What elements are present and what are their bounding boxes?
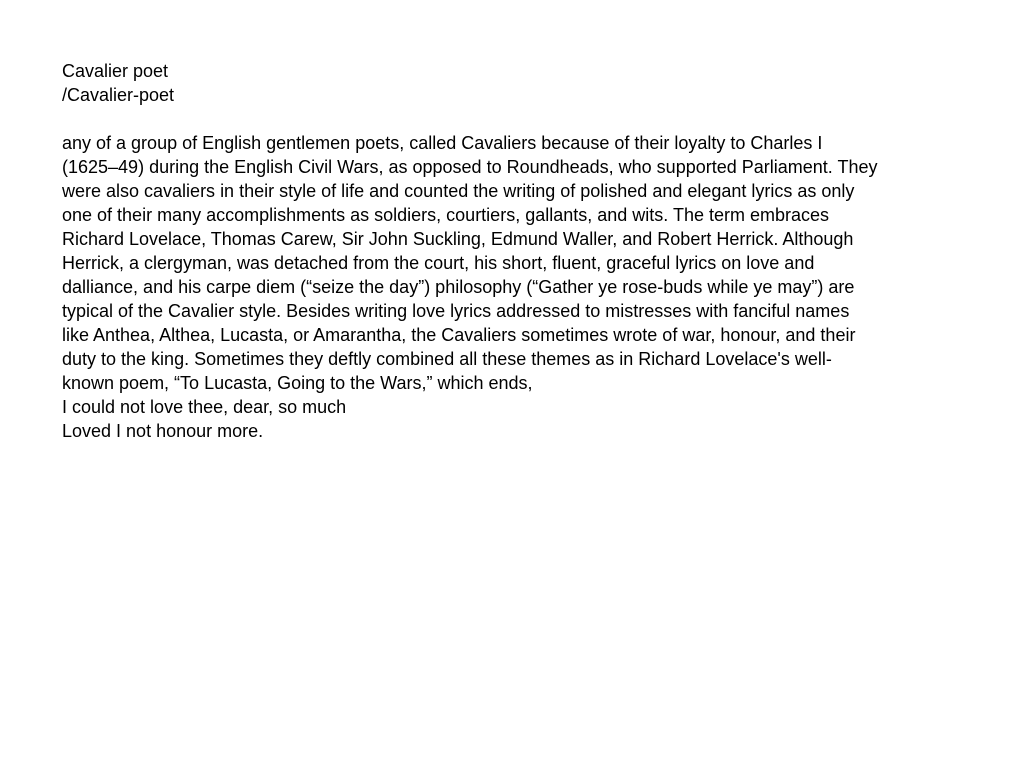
body-line: typical of the Cavalier style. Besides writing love lyrics addressed to mistresses with fanciful names [62,301,850,321]
poem-line: Loved I not honour more. [62,421,264,441]
poem-quote [62,395,962,443]
body-line: duty to the king. Sometimes they deftly combined all these themes as in Richard Lovelace's well- [62,349,832,369]
body-line: one of their many accomplishments as soldiers, courtiers, gallants, and wits. The term embraces [62,205,829,225]
body-line: dalliance, and his carpe diem (“seize the day”) philosophy (“Gather ye rose-buds while ye may”) are [62,277,855,297]
document-slug: /Cavalier-poet [62,85,175,105]
paragraph-gap [62,107,962,131]
document-title: Cavalier poet [62,61,169,81]
body-line: any of a group of English gentlemen poets, called Cavaliers because of their loyalty to Charles I [62,133,823,153]
body-line: (1625–49) during the English Civil Wars, as opposed to Roundheads, who supported Parliament. They [62,157,878,177]
body-paragraph [62,131,972,395]
body-line: known poem, “To Lucasta, Going to the Wars,” which ends, [62,373,533,393]
body-line: like Anthea, Althea, Lucasta, or Amarantha, the Cavaliers sometimes wrote of war, honour, and their [62,325,856,345]
body-line: Herrick, a clergyman, was detached from the court, his short, fluent, graceful lyrics on love and [62,253,815,273]
body-line: were also cavaliers in their style of life and counted the writing of polished and elegant lyrics as only [62,181,855,201]
body-line: Richard Lovelace, Thomas Carew, Sir John Suckling, Edmund Waller, and Robert Herrick. Although [62,229,854,249]
poem-line: I could not love thee, dear, so much [62,397,347,417]
